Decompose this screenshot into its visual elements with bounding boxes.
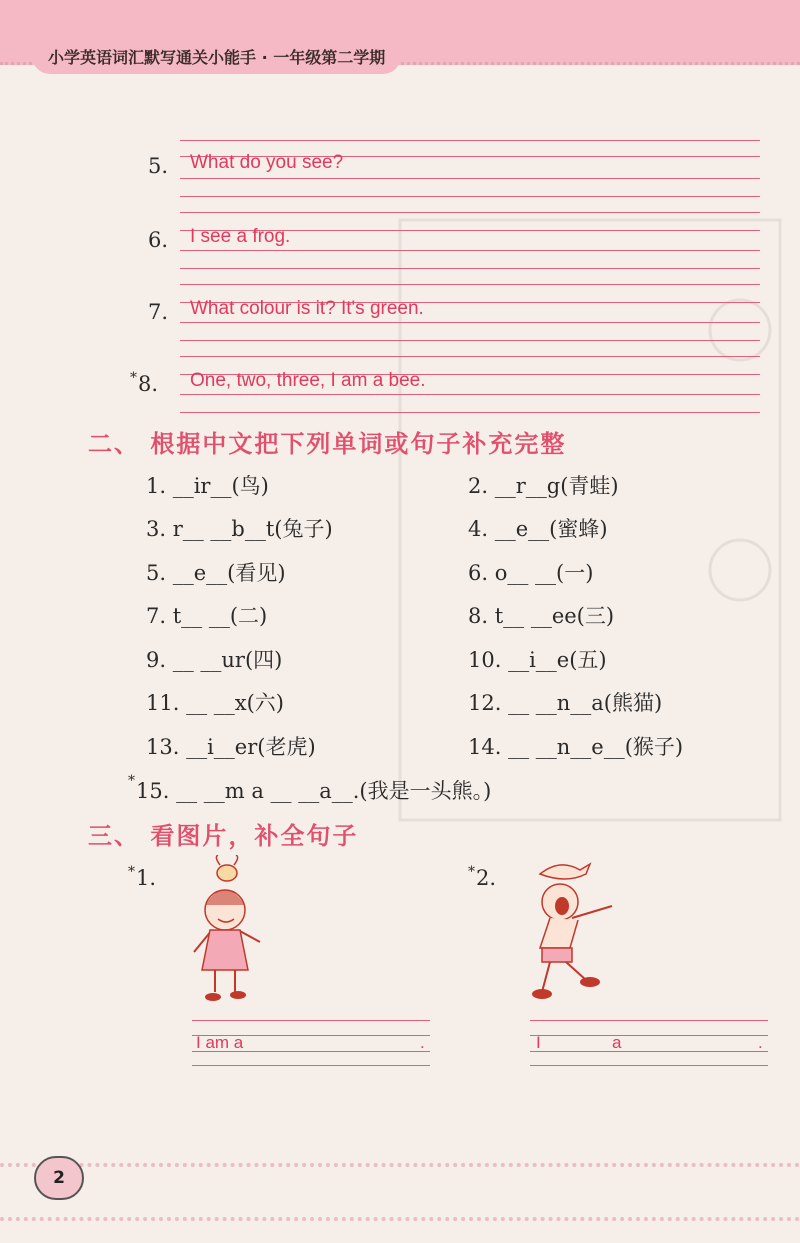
fill-item: 5. __e__(看见) <box>146 561 286 585</box>
picture-item-number: *2. <box>468 864 497 890</box>
fill-item: 6. o__ __(一) <box>468 561 594 585</box>
fill-item: 12. __ __n__a(熊猫) <box>468 691 663 715</box>
writing-sample-text: What colour is it? It's green. <box>190 298 424 319</box>
fill-item: 4. __e__(蜜蜂) <box>468 517 608 541</box>
footer-band <box>0 1163 800 1221</box>
page-number: 2 <box>34 1156 84 1200</box>
page-header-title: 小学英语词汇默写通关小能手 · 一年级第二学期 <box>32 38 401 74</box>
fill-item: 13. __i__er(老虎) <box>146 735 316 759</box>
fill-item: 10. __i__e(五) <box>468 648 607 672</box>
section-two-title: 二、 根据中文把下列单词或句子补充完整 <box>88 430 567 458</box>
answer-line <box>530 1020 768 1021</box>
girl-with-bee-illustration <box>180 855 290 1010</box>
item-number: 7. <box>148 300 169 324</box>
item-number: 6. <box>148 228 169 252</box>
boy-with-bird-illustration <box>520 860 640 1005</box>
writing-sample-text: What do you see? <box>190 152 344 173</box>
answer-prompt: I am a <box>196 1033 244 1052</box>
fill-item: 7. t__ __(二) <box>146 604 268 628</box>
fill-item: *15. __ __m a __ __a__.(我是一头熊。) <box>128 773 492 803</box>
fill-item: 2. __r__g(青蛙) <box>468 474 619 498</box>
writing-sample-text: I see a frog. <box>190 226 291 247</box>
fill-item: 11. __ __x(六) <box>146 691 284 715</box>
answer-line <box>530 1051 768 1052</box>
writing-sample-text: One, two, three, I am a bee. <box>190 370 426 391</box>
answer-line <box>192 1020 430 1021</box>
answer-line <box>530 1035 768 1036</box>
answer-period: . <box>420 1033 425 1052</box>
answer-period: . <box>758 1033 763 1052</box>
fill-item: 3. r__ __b__t(兔子) <box>146 517 333 541</box>
fill-item: 14. __ __n__e__(猴子) <box>468 735 684 759</box>
answer-line <box>192 1065 430 1066</box>
fill-item: 9. __ __ur(四) <box>146 648 283 672</box>
picture-item-number: *1. <box>128 864 157 890</box>
fill-item: 8. t__ __ee(三) <box>468 604 615 628</box>
answer-prompt-article: a <box>612 1033 622 1052</box>
item-number: 5. <box>148 154 169 178</box>
fill-item: 1. __ir__(鸟) <box>146 474 269 498</box>
answer-prompt: I <box>536 1033 541 1052</box>
item-number: *8. <box>130 370 159 396</box>
section-three-title: 三、 看图片，补全句子 <box>88 822 359 850</box>
answer-line <box>530 1065 768 1066</box>
